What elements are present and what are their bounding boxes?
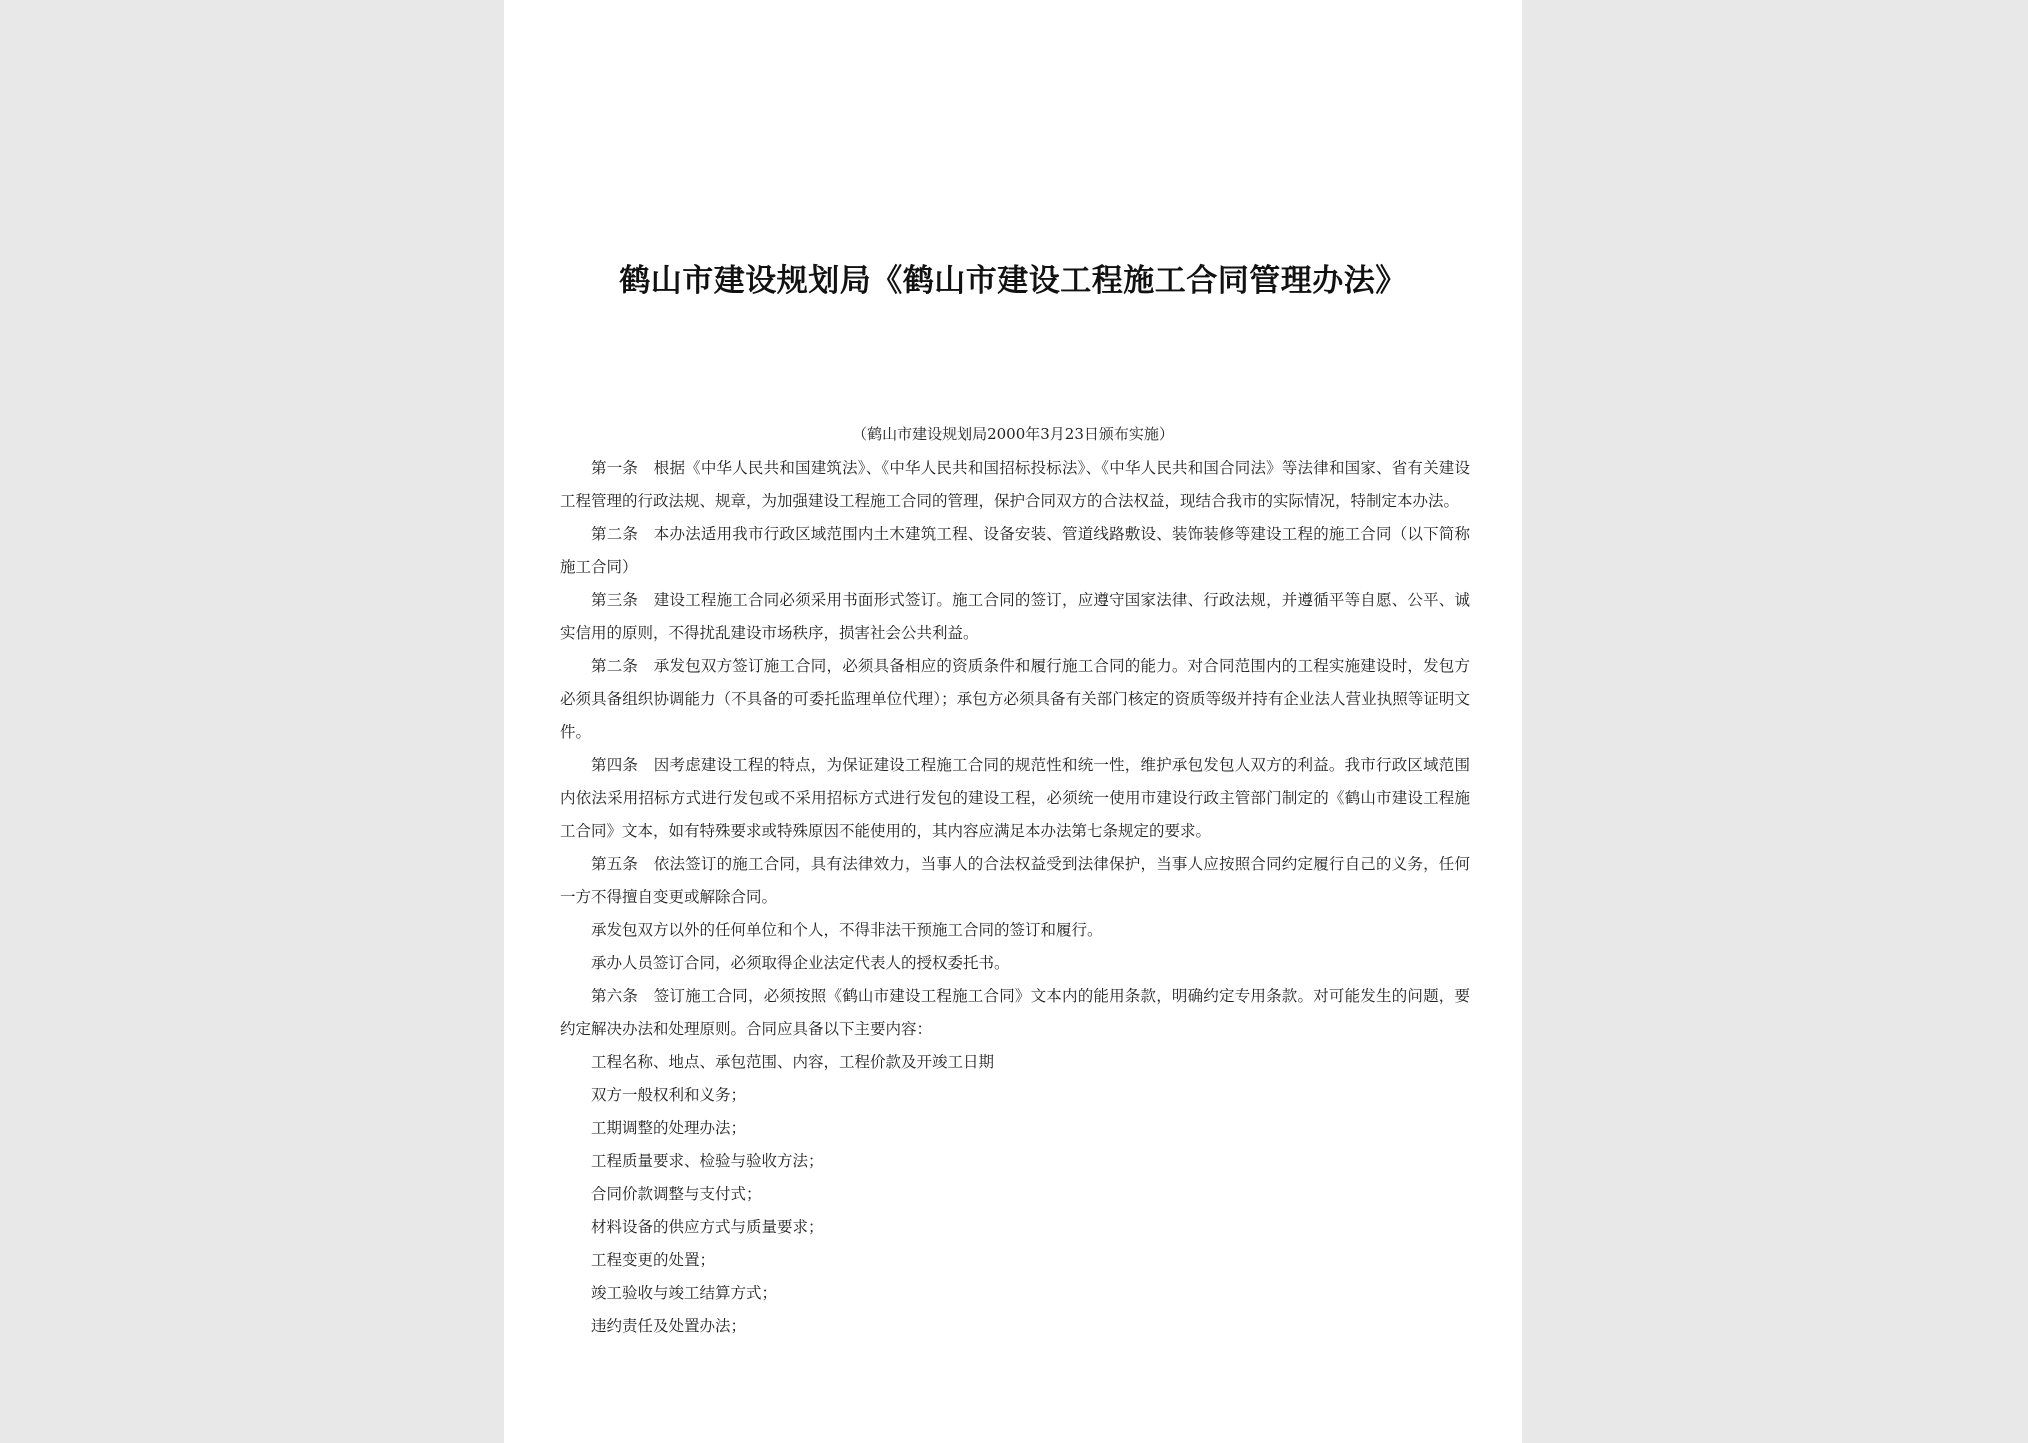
paragraph-article-6: 第六条 签订施工合同，必须按照《鹤山市建设工程施工合同》文本内的能用条款，明确约定专用条款。对可能发生的问题，要约定解决办法和处理原则。合同应具备以下主要内容：	[560, 987, 1470, 1038]
list-item: 材料设备的供应方式与质量要求；	[591, 1218, 824, 1236]
document-subtitle: （鹤山市建设规划局2000年3月23日颁布实施）	[852, 425, 1174, 443]
document-page	[504, 0, 1522, 1443]
paragraph-article-5-clause-2: 承办人员签订合同，必须取得企业法定代表人的授权委托书。	[591, 954, 1010, 972]
list-item: 工程变更的处置；	[591, 1251, 716, 1269]
paragraph-article-2: 第二条 本办法适用我市行政区域范围内土木建筑工程、设备安装、管道线路敷设、装饰装修等建设工程的施工合同（以下简称施工合同）	[560, 525, 1470, 576]
paragraph-article-3: 第三条 建设工程施工合同必须采用书面形式签订。施工合同的签订，应遵守国家法律、行政法规，并遵循平等自愿、公平、诚实信用的原则，不得扰乱建设市场秩序，损害社会公共利益。	[560, 591, 1470, 642]
list-item: 竣工验收与竣工结算方式；	[591, 1284, 778, 1302]
list-item: 工程质量要求、检验与验收方法；	[591, 1152, 824, 1170]
list-item: 违约责任及处置办法；	[591, 1317, 747, 1335]
paragraph-article-4: 第四条 因考虑建设工程的特点，为保证建设工程施工合同的规范性和统一性，维护承包发包人双方的利益。我市行政区域范围内依法采用招标方式进行发包或不采用招标方式进行发包的建设工程，必须统一使用市建设行政主管部门制定的《鹤山市建设工程施工合同》文本，如有特殊要求或特殊原因不能使用的，其内容应满足本办法第七条规定的要求。	[560, 756, 1470, 840]
paragraph-article-1: 第一条 根据《中华人民共和国建筑法》、《中华人民共和国招标投标法》、《中华人民共和国合同法》等法律和国家、省有关建设工程管理的行政法规、规章，为加强建设工程施工合同的管理，保护合同双方的合法权益，现结合我市的实际情况，特制定本办法。	[560, 459, 1470, 510]
paragraph-article-5: 第五条 依法签订的施工合同，具有法律效力，当事人的合法权益受到法律保护，当事人应按照合同约定履行自己的义务，任何一方不得擅自变更或解除合同。	[560, 855, 1470, 906]
list-item: 工期调整的处理办法；	[591, 1119, 747, 1137]
paragraph-article-5-clause-1: 承发包双方以外的任何单位和个人，不得非法干预施工合同的签订和履行。	[591, 921, 1103, 939]
list-item: 工程名称、地点、承包范围、内容，工程价款及开竣工日期	[591, 1053, 995, 1071]
document-body	[560, 452, 1470, 1343]
document-title: 鹤山市建设规划局《鹤山市建设工程施工合同管理办法》	[619, 263, 1407, 299]
paragraph-article-2b: 第二条 承发包双方签订施工合同，必须具备相应的资质条件和履行施工合同的能力。对合同范围内的工程实施建设时，发包方必须具备组织协调能力（不具备的可委托监理单位代理）；承包方必须具备有关部门核定的资质等级并持有企业法人营业执照等证明文件。	[560, 657, 1470, 741]
list-item: 双方一般权利和义务；	[591, 1086, 747, 1104]
list-item: 合同价款调整与支付式；	[591, 1185, 762, 1203]
